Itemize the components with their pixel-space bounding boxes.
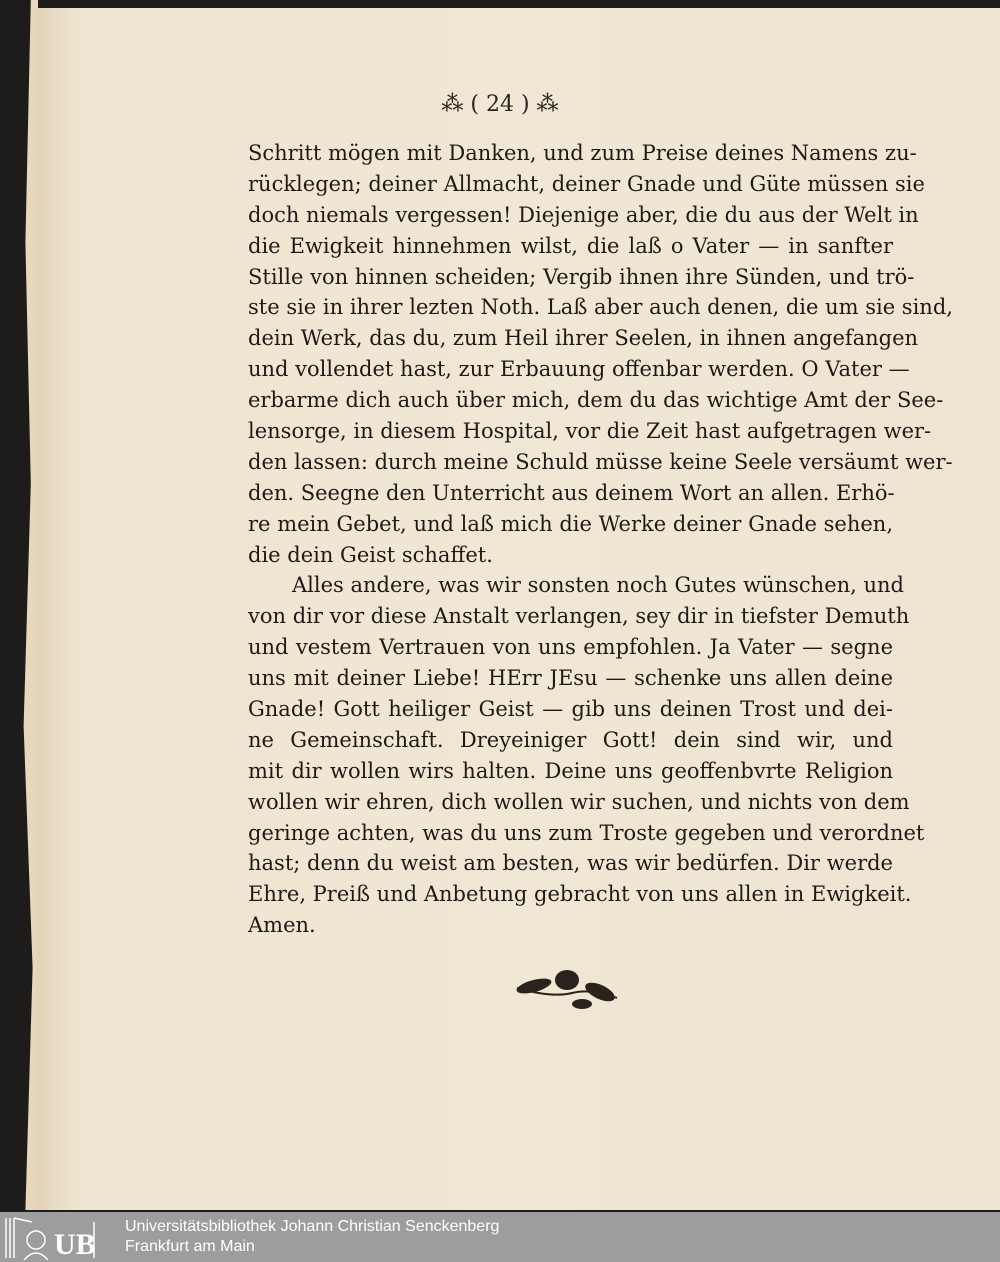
library-location: Frankfurt am Main bbox=[125, 1238, 255, 1255]
text-line: geringe achten, was du uns zum Troste gegeben und verordnet bbox=[248, 820, 925, 845]
text-line: den. Seegne den Unterricht aus deinem Wort an allen. Erhö- bbox=[248, 480, 895, 505]
text-line: von dir vor diese Anstalt verlangen, sey dir in tiefster Demuth bbox=[248, 604, 910, 629]
text-line: den lassen: durch meine Schuld müsse keine Seele versäumt wer- bbox=[248, 449, 953, 474]
page-number-header: ⁂ ( 24 ) ⁂ bbox=[441, 92, 559, 117]
svg-text:UB: UB bbox=[54, 1228, 96, 1260]
library-footer bbox=[0, 1212, 1000, 1262]
text-line: uns mit deiner Liebe! HErr JEsu — schenke uns allen deine bbox=[248, 666, 893, 691]
text-line: die Ewigkeit hinnehmen wilst, die laß o Vater — in sanfter bbox=[248, 233, 893, 258]
text-line: Stille von hinnen scheiden; Vergib ihnen ihre Sünden, und trö- bbox=[248, 264, 915, 289]
text-line: Schritt mögen mit Danken, und zum Preise deines Namens zu- bbox=[248, 141, 917, 165]
ub-logo-icon bbox=[2, 1216, 96, 1260]
text-line: hast; denn du weist am besten, was wir bedürfen. Dir werde bbox=[248, 851, 893, 876]
text-line: Alles andere, was wir sonsten noch Gutes wünschen, und bbox=[292, 573, 904, 598]
text-line: wollen wir ehren, dich wollen wir suchen, und nichts von dem bbox=[248, 789, 910, 814]
text-line: und vestem Vertrauen von uns empfohlen. Ja Vater — segne bbox=[248, 635, 893, 660]
library-name: Universitätsbibliothek Johann Christian Senckenberg bbox=[125, 1218, 500, 1235]
floral-ornament-icon bbox=[512, 958, 622, 1018]
text-line: lensorge, in diesem Hospital, vor die Zeit hast aufgetragen wer- bbox=[248, 419, 932, 444]
text-line: re mein Gebet, und laß mich die Werke deiner Gnade sehen, bbox=[248, 511, 893, 536]
text-line: ste sie in ihrer lezten Noth. Laß aber auch denen, die um sie sind, bbox=[248, 295, 953, 320]
text-line: dein Werk, das du, zum Heil ihrer Seelen, in ihnen angefangen bbox=[248, 326, 919, 351]
text-line: ne Gemeinschaft. Dreyeiniger Gott! dein sind wir, und bbox=[248, 727, 893, 752]
text-line: und vollendet hast, zur Erbauung offenbar werden. O Vater — bbox=[248, 357, 910, 382]
text-line: erbarme dich auch über mich, dem du das wichtige Amt der See- bbox=[248, 388, 944, 413]
text-line: rücklegen; deiner Allmacht, deiner Gnade und Güte müssen sie bbox=[248, 171, 925, 196]
text-line: Gnade! Gott heiliger Geist — gib uns deinen Trost und dei- bbox=[248, 697, 893, 722]
body-text bbox=[248, 138, 953, 941]
text-line: Ehre, Preiß und Anbetung gebracht von uns allen in Ewigkeit. bbox=[248, 882, 912, 907]
text-line: die dein Geist schaffet. bbox=[248, 542, 493, 567]
text-line: doch niemals vergessen! Diejenige aber, die du aus der Welt in bbox=[248, 202, 919, 227]
text-line: mit dir wollen wirs halten. Deine uns geoffenbvrte Religion bbox=[248, 758, 893, 783]
text-line: Amen. bbox=[248, 913, 316, 938]
